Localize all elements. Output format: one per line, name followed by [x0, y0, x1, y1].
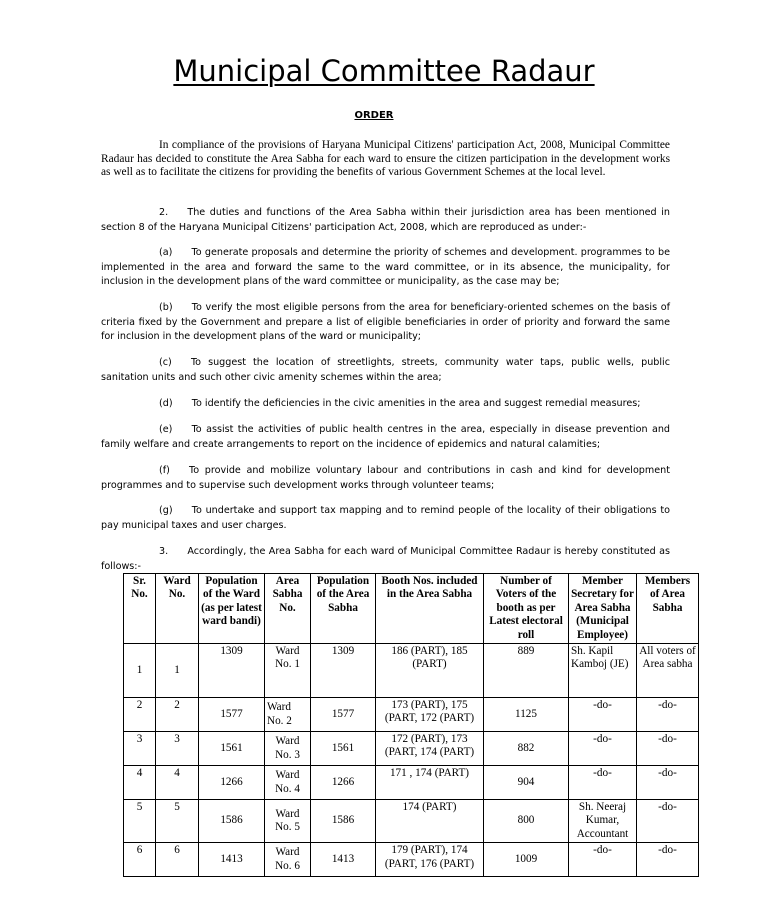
- paragraph-2: 2. The duties and functions of the Area Sabha within their jurisdiction area has been mentioned in section 8 of the Haryana Municipal Citizens' participation Act, 2008, which are reproduced as under:-: [101, 207, 670, 233]
- cell-voters: 904: [484, 766, 569, 800]
- cell-ward-no: 6: [156, 843, 199, 877]
- cell-area-sabha-no: Ward No. 3: [265, 732, 311, 766]
- table-row: [124, 843, 699, 877]
- cell-members: -do-: [637, 698, 699, 732]
- cell-voters: 882: [484, 732, 569, 766]
- area-sabha-table: [123, 573, 699, 877]
- header-ward-no: Ward No.: [156, 574, 199, 644]
- cell-sr-no: 1: [124, 644, 156, 698]
- cell-sr-no: 6: [124, 843, 156, 877]
- clause-g: (g) To undertake and support tax mapping and to remind people of the locality of their obligations to pay municipal taxes and user charges.: [101, 505, 670, 531]
- clause-b: (b) To verify the most eligible persons from the area for beneficiary-oriented schemes on the basis of criteria fixed by the Government and prepare a list of eligible beneficiaries in order of priority and forward the same for inclusion in the development plans of the ward or municipality;: [101, 302, 670, 343]
- cell-member-secretary: Sh. Neeraj Kumar, Accountant: [569, 800, 637, 843]
- cell-voters: 889: [484, 644, 569, 698]
- cell-member-secretary: -do-: [569, 766, 637, 800]
- cell-area-population: 1309: [311, 644, 376, 698]
- cell-area-population: 1586: [311, 800, 376, 843]
- cell-members: All voters of Area sabha: [637, 644, 699, 698]
- table-row: [124, 698, 699, 732]
- cell-voters: 1009: [484, 843, 569, 877]
- cell-area-population: 1577: [311, 698, 376, 732]
- cell-area-sabha-no: Ward No. 2: [265, 698, 311, 732]
- cell-area-population: 1561: [311, 732, 376, 766]
- cell-members: -do-: [637, 800, 699, 843]
- cell-ward-no: 5: [156, 800, 199, 843]
- header-area-sabha-no: Area Sabha No.: [265, 574, 311, 644]
- clause-e: (e) To assist the activities of public health centres in the area, especially in disease prevention and family welfare and create arrangements to report on the incidence of epidemics and natural calamities;: [101, 424, 670, 450]
- cell-area-population: 1413: [311, 843, 376, 877]
- cell-ward-no: 3: [156, 732, 199, 766]
- cell-member-secretary: -do-: [569, 843, 637, 877]
- page-title: [0, 52, 768, 90]
- cell-ward-population: 1413: [199, 843, 265, 877]
- cell-ward-no: 4: [156, 766, 199, 800]
- clause-a: (a) To generate proposals and determine the priority of schemes and development. programmes to be implemented in the area and forward the same to the ward committee, or in its absence, the municipality, for inclusion in the development plans of the ward committee or municipality, as the case may be;: [101, 247, 670, 288]
- cell-booth-nos: 172 (PART), 173 (PART, 174 (PART): [376, 732, 484, 766]
- cell-ward-population: 1561: [199, 732, 265, 766]
- header-ward-population: Population of the Ward (as per latest ward bandi): [199, 574, 265, 644]
- clause-d: (d) To identify the deficiencies in the civic amenities in the area and suggest remedial measures;: [159, 398, 641, 409]
- title-text: Municipal Committee Radaur: [173, 54, 595, 88]
- cell-members: -do-: [637, 766, 699, 800]
- header-voters: Number of Voters of the booth as per Latest electoral roll: [484, 574, 569, 644]
- cell-sr-no: 2: [124, 698, 156, 732]
- cell-sr-no: 4: [124, 766, 156, 800]
- cell-area-sabha-no: Ward No. 5: [265, 800, 311, 843]
- order-heading: ORDER: [354, 110, 394, 121]
- cell-booth-nos: 186 (PART), 185 (PART): [376, 644, 484, 698]
- cell-ward-no: 2: [156, 698, 199, 732]
- cell-booth-nos: 173 (PART), 175 (PART, 172 (PART): [376, 698, 484, 732]
- header-members: Members of Area Sabha: [637, 574, 699, 644]
- cell-booth-nos: 174 (PART): [376, 800, 484, 843]
- cell-ward-no: 1: [156, 644, 199, 698]
- cell-member-secretary: -do-: [569, 698, 637, 732]
- paragraph-3: 3. Accordingly, the Area Sabha for each ward of Municipal Committee Radaur is hereby constituted as follows:-: [101, 546, 670, 572]
- cell-booth-nos: 171 , 174 (PART): [376, 766, 484, 800]
- cell-voters: 1125: [484, 698, 569, 732]
- cell-sr-no: 3: [124, 732, 156, 766]
- cell-area-sabha-no: Ward No. 4: [265, 766, 311, 800]
- clause-c: (c) To suggest the location of streetlights, streets, community water taps, public wells, public sanitation units and such other civic amenity schemes within the area;: [101, 357, 670, 383]
- cell-member-secretary: -do-: [569, 732, 637, 766]
- intro-paragraph: In compliance of the provisions of Haryana Municipal Citizens' participation Act, 2008, Municipal Committee Radaur has decided to constitute the Area Sabha for each ward to ensure the citizen participation in the development works as well as to facilitate the citizens for providing the benefits of various Government Schemes at the local level.: [101, 139, 670, 179]
- table-row: [124, 800, 699, 843]
- cell-voters: 800: [484, 800, 569, 843]
- table-row: [124, 732, 699, 766]
- header-area-population: Population of the Area Sabha: [311, 574, 376, 644]
- cell-ward-population: 1309: [199, 644, 265, 698]
- cell-ward-population: 1577: [199, 698, 265, 732]
- cell-sr-no: 5: [124, 800, 156, 843]
- table-header-row: [124, 574, 699, 644]
- cell-ward-population: 1266: [199, 766, 265, 800]
- cell-ward-population: 1586: [199, 800, 265, 843]
- header-sr-no: Sr. No.: [124, 574, 156, 644]
- cell-area-population: 1266: [311, 766, 376, 800]
- table-row: [124, 644, 699, 698]
- header-member-secretary: Member Secretary for Area Sabha (Municipal Employee): [569, 574, 637, 644]
- cell-member-secretary: Sh. Kapil Kamboj (JE): [569, 644, 637, 698]
- cell-members: -do-: [637, 843, 699, 877]
- cell-area-sabha-no: Ward No. 6: [265, 843, 311, 877]
- cell-area-sabha-no: Ward No. 1: [265, 644, 311, 698]
- cell-members: -do-: [637, 732, 699, 766]
- header-booth-nos: Booth Nos. included in the Area Sabha: [376, 574, 484, 644]
- cell-booth-nos: 179 (PART), 174 (PART, 176 (PART): [376, 843, 484, 877]
- table-row: [124, 766, 699, 800]
- clause-f: (f) To provide and mobilize voluntary labour and contributions in cash and kind for development programmes and to supervise such development works through volunteer teams;: [101, 465, 670, 491]
